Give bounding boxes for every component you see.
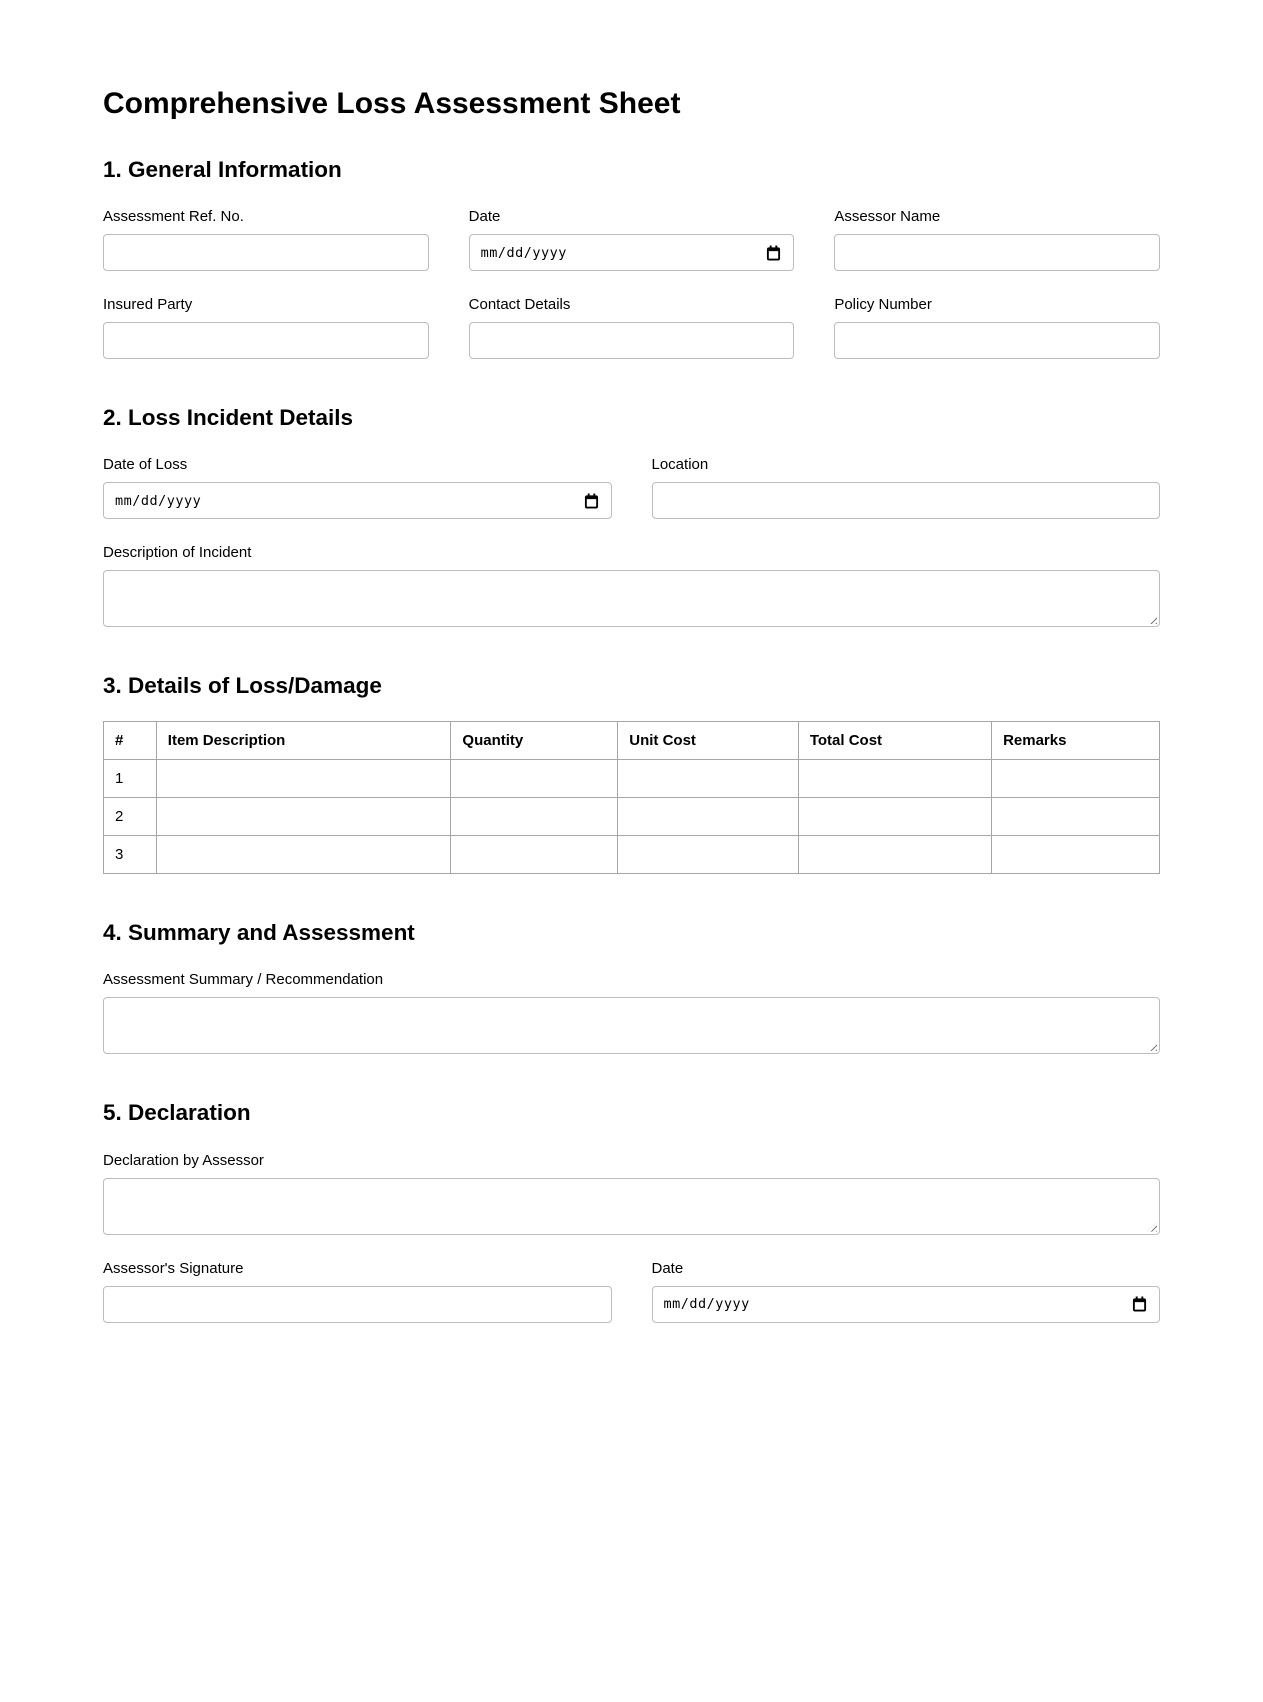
assessor-name-label: Assessor Name <box>834 208 941 226</box>
col-header-quantity: Quantity <box>451 722 618 760</box>
cell-item-description <box>156 760 451 798</box>
field-assessment-ref <box>103 183 429 271</box>
col-header-total-cost: Total Cost <box>798 722 991 760</box>
declaration-textarea[interactable] <box>103 1178 1160 1235</box>
table-row <box>104 836 1160 874</box>
summary-textarea[interactable] <box>103 997 1160 1054</box>
policy-number-input[interactable] <box>834 322 1160 359</box>
cell-remarks <box>992 760 1160 798</box>
col-header-remarks: Remarks <box>992 722 1160 760</box>
cell-unit-cost <box>618 760 799 798</box>
col-header-unit-cost: Unit Cost <box>618 722 799 760</box>
insured-party-input[interactable] <box>103 322 429 359</box>
cell-unit-cost <box>618 798 799 836</box>
loss-damage-heading: 3. Details of Loss/Damage <box>103 673 382 699</box>
date-of-loss-value: mm/dd/yyyy <box>115 492 202 509</box>
assessor-signature-label: Assessor's Signature <box>103 1259 244 1277</box>
declaration-date-label: Date <box>651 1259 684 1277</box>
location-label: Location <box>651 456 709 474</box>
loss-table <box>103 721 1160 874</box>
table-row <box>104 798 1160 836</box>
cell-remarks <box>992 798 1160 836</box>
loss-table-header-row <box>104 722 1160 760</box>
cell-quantity <box>451 760 618 798</box>
section-declaration <box>103 1100 1160 1322</box>
location-input[interactable] <box>652 482 1161 519</box>
field-assessor-name <box>834 183 1160 271</box>
cell-quantity <box>451 836 618 874</box>
row-number: 1 <box>104 760 157 798</box>
assessor-name-input[interactable] <box>834 234 1160 271</box>
cell-item-description <box>156 798 451 836</box>
cell-total-cost <box>798 836 991 874</box>
assessment-ref-label: Assessment Ref. No. <box>103 208 244 226</box>
incident-description-label: Description of Incident <box>103 544 252 562</box>
general-information-heading: 1. General Information <box>103 157 342 183</box>
declaration-date-input[interactable] <box>652 1286 1161 1323</box>
date-of-loss-label: Date of Loss <box>103 456 188 474</box>
section-summary-assessment <box>103 920 1160 1054</box>
calendar-icon[interactable] <box>584 493 599 509</box>
row-number: 3 <box>104 836 157 874</box>
summary-heading: 4. Summary and Assessment <box>103 920 415 946</box>
field-location <box>652 431 1161 519</box>
cell-total-cost <box>798 798 991 836</box>
col-header-num: # <box>104 722 157 760</box>
section-loss-incident-details <box>103 405 1160 627</box>
loss-assessment-form <box>0 86 1263 1386</box>
field-incident-description <box>103 544 1160 627</box>
field-assessor-signature <box>103 1235 612 1323</box>
insured-party-label: Insured Party <box>103 296 193 314</box>
calendar-icon[interactable] <box>766 245 781 261</box>
cell-total-cost <box>798 760 991 798</box>
cell-item-description <box>156 836 451 874</box>
field-declaration-date <box>652 1235 1161 1323</box>
calendar-icon[interactable] <box>1132 1296 1147 1312</box>
field-date-of-loss <box>103 431 612 519</box>
cell-unit-cost <box>618 836 799 874</box>
summary-label: Assessment Summary / Recommendation <box>103 971 384 989</box>
declaration-date-value: mm/dd/yyyy <box>663 1296 750 1313</box>
col-header-item-description: Item Description <box>156 722 451 760</box>
loss-incident-heading: 2. Loss Incident Details <box>103 405 354 431</box>
assessment-ref-input[interactable] <box>103 234 429 271</box>
policy-number-label: Policy Number <box>834 296 932 314</box>
field-contact-details <box>469 271 795 359</box>
date-label: Date <box>468 208 501 226</box>
date-of-loss-input[interactable] <box>103 482 612 519</box>
contact-details-label: Contact Details <box>468 296 571 314</box>
section-general-information <box>103 157 1160 359</box>
incident-description-textarea[interactable] <box>103 570 1160 627</box>
field-policy-number <box>834 271 1160 359</box>
field-date <box>469 183 795 271</box>
date-input[interactable] <box>469 234 795 271</box>
date-input-value: mm/dd/yyyy <box>480 244 567 261</box>
assessor-signature-input[interactable] <box>103 1286 612 1323</box>
declaration-heading: 5. Declaration <box>103 1100 251 1126</box>
declaration-label: Declaration by Assessor <box>103 1151 264 1169</box>
row-number: 2 <box>104 798 157 836</box>
contact-details-input[interactable] <box>469 322 795 359</box>
page-title: Comprehensive Loss Assessment Sheet <box>103 87 681 120</box>
cell-quantity <box>451 798 618 836</box>
field-insured-party <box>103 271 429 359</box>
section-details-of-loss-damage <box>103 673 1160 874</box>
table-row <box>104 760 1160 798</box>
cell-remarks <box>992 836 1160 874</box>
